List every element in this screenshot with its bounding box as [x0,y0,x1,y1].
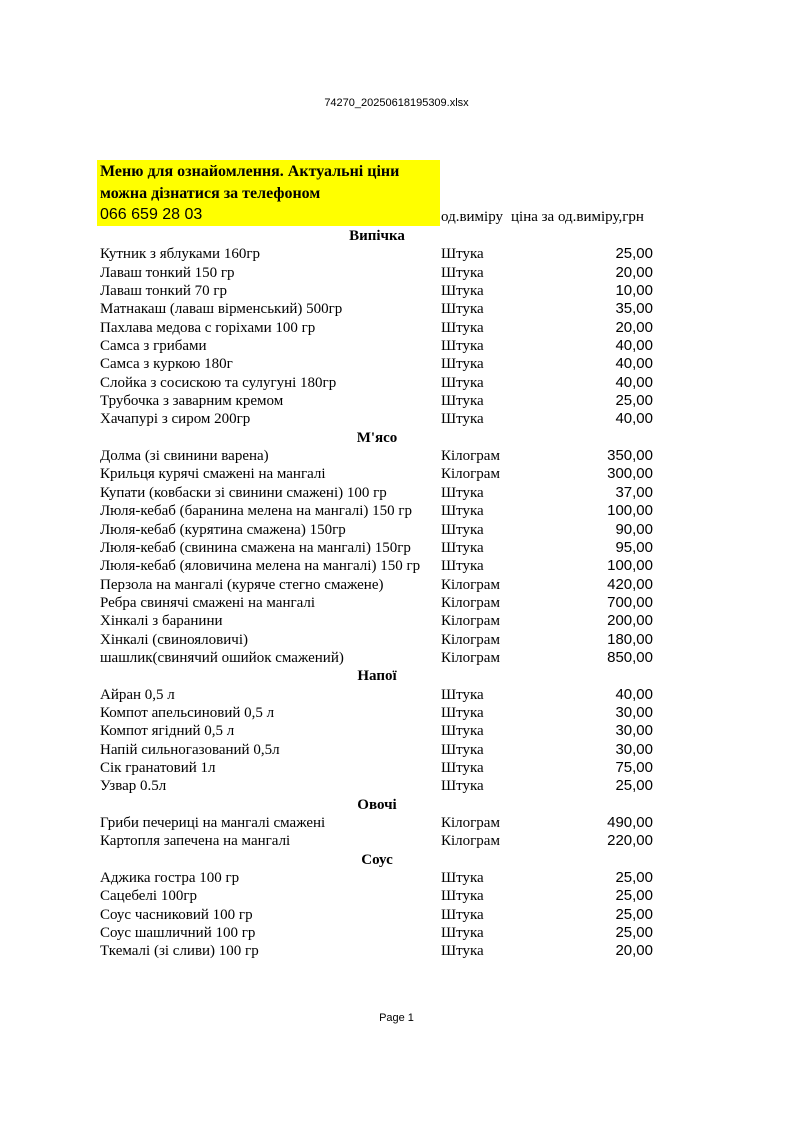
item-unit: Кілограм [441,631,500,648]
item-price: 490,00 [607,814,653,831]
item-name: Самса з грибами [100,338,207,355]
item-name: Айран 0,5 л [100,686,175,703]
item-unit: Штука [441,759,484,776]
item-unit: Штука [441,484,484,501]
menu-item-row [97,392,657,410]
item-unit: Штука [441,539,484,556]
menu-item-row [97,686,657,704]
category-heading: Напої [357,668,397,685]
item-unit: Штука [441,870,484,887]
item-price: 75,00 [615,758,653,776]
category-heading: Соус [361,851,393,868]
item-price: 30,00 [615,740,653,758]
page-number-footer: Page 1 [379,1012,414,1024]
item-name: Купати (ковбаски зі свинини смажені) 100 гр [100,484,387,501]
item-price: 30,00 [615,722,653,740]
item-price: 20,00 [615,318,653,336]
item-price: 30,00 [615,703,653,721]
item-price: 220,00 [607,832,653,850]
item-name: Гриби печериці на мангалі смажені [100,815,326,831]
item-name: Люля-кебаб (свинина смажена на мангалі) 150гр [100,539,411,556]
item-unit: Штука [441,393,484,410]
menu-item-row [97,282,657,300]
menu-item-row [97,741,657,759]
item-price: 420,00 [607,575,653,593]
item-unit: Кілограм [441,594,500,611]
item-unit: Штука [441,301,484,318]
item-price: 40,00 [615,355,653,373]
item-unit: Штука [441,521,484,538]
menu-item-row [97,704,657,722]
item-price: 25,00 [615,905,653,923]
item-unit: Штука [441,704,484,721]
file-name-header: 74270_20250618195309.xlsx [324,97,469,109]
item-price: 700,00 [607,593,653,611]
item-name: Ткемалі (зі сливи) 100 гр [100,943,259,960]
item-price: 180,00 [607,630,653,648]
menu-item-row [97,576,657,594]
item-name: Картопля запечена на мангалі [100,833,291,850]
item-name: Трубочка з заварним кремом [100,393,284,410]
item-name: Соус шашличний 100 гр [100,925,256,942]
item-unit: Штука [441,778,484,795]
title-highlight-block [97,160,440,226]
item-price: 25,00 [615,392,653,410]
item-price: 20,00 [615,263,653,281]
item-price: 40,00 [615,685,653,703]
item-unit: Кілограм [441,613,500,630]
item-price: 25,00 [615,245,653,263]
item-name: Люля-кебаб (яловичина мелена на мангалі) 150 гр [100,558,421,575]
item-price: 10,00 [615,282,653,300]
category-heading: Випічка [349,228,405,244]
item-unit: Штука [441,558,484,575]
item-price: 25,00 [615,777,653,795]
menu-item-row [97,521,657,539]
menu-item-row [97,832,657,850]
menu-item-row [97,465,657,483]
item-price: 37,00 [615,483,653,501]
item-unit: Штука [441,374,484,391]
item-unit: Штука [441,741,484,758]
item-name: Ребра свинячі смажені на мангалі [100,594,316,611]
item-price: 40,00 [615,410,653,428]
item-name: Соус часниковий 100 гр [100,906,253,923]
menu-item-row [97,777,657,795]
item-unit: Штука [441,319,484,336]
menu-table [97,227,657,961]
item-name: Самса з куркою 180г [100,356,233,373]
item-name: Напій сильногазований 0,5л [100,741,280,758]
menu-item-row [97,906,657,924]
item-price: 350,00 [607,447,653,465]
unit-column-header: од.виміру [441,209,504,225]
item-name: Хінкалі з баранини [100,613,223,630]
item-price: 20,00 [615,942,653,960]
menu-item-row [97,612,657,630]
menu-item-row [97,264,657,282]
category-heading: Овочі [357,796,397,813]
item-unit: Кілограм [441,466,500,483]
item-unit: Штука [441,888,484,905]
menu-item-row [97,337,657,355]
item-name: Матнакаш (лаваш вірменський) 500гр [100,301,343,318]
category-heading: М'ясо [356,429,398,446]
item-price: 95,00 [615,538,653,556]
item-unit: Штука [441,723,484,740]
menu-item-row [97,300,657,318]
menu-item-row [97,539,657,557]
item-price: 100,00 [607,502,653,520]
item-unit: Штука [441,503,484,520]
menu-item-row [97,355,657,373]
item-name: Слойка з сосискою та сулугуні 180гр [100,374,337,391]
menu-item-row [97,942,657,960]
item-price: 200,00 [607,612,653,630]
menu-item-row [97,814,657,832]
menu-item-row [97,319,657,337]
item-unit: Штука [441,264,484,281]
menu-item-row [97,594,657,612]
item-name: Сацебелі 100гр [100,888,197,905]
price-column-header: ціна за од.виміру,грн [511,209,644,225]
menu-item-row [97,484,657,502]
menu-item-row [97,759,657,777]
item-name: Хінкалі (свинояловичі) [100,631,248,648]
menu-item-row [97,447,657,465]
phone-number: 066 659 28 03 [100,206,203,223]
menu-item-row [97,410,657,428]
item-name: Люля-кебаб (баранина мелена на мангалі) 150 гр [100,503,413,520]
item-price: 40,00 [615,337,653,355]
item-price: 300,00 [607,465,653,483]
item-unit: Штука [441,411,484,428]
item-unit: Штука [441,356,484,373]
item-unit: Штука [441,283,484,300]
item-name: Лаваш тонкий 70 гр [100,283,228,300]
item-unit: Штука [441,246,484,263]
item-unit: Кілограм [441,448,500,465]
item-unit: Штука [441,943,484,960]
item-unit: Кілограм [441,649,500,666]
menu-item-row [97,887,657,905]
menu-item-row [97,631,657,649]
menu-item-row [97,502,657,520]
item-unit: Штука [441,338,484,355]
menu-item-row [97,869,657,887]
item-name: Долма (зі свинини варена) [100,448,269,465]
menu-title-line-2: можна дізнатися за телефоном [100,185,321,202]
item-unit: Штука [441,686,484,703]
menu-item-row [97,924,657,942]
item-unit: Штука [441,906,484,923]
item-price: 850,00 [607,648,653,666]
menu-item-row [97,374,657,392]
item-unit: Кілограм [441,576,500,593]
item-unit: Кілограм [441,815,500,831]
item-name: Кутник з яблуками 160гр [100,246,260,263]
item-name: Люля-кебаб (курятина смажена) 150гр [100,521,346,538]
item-price: 100,00 [607,557,653,575]
menu-item-row [97,722,657,740]
item-price: 25,00 [615,869,653,887]
item-price: 25,00 [615,924,653,942]
item-name: Компот апельсиновий 0,5 л [100,704,275,721]
item-name: Компот ягідний 0,5 л [100,723,235,740]
item-name: Аджика гостра 100 гр [100,870,240,887]
item-name: Узвар 0.5л [100,778,167,795]
item-price: 25,00 [615,887,653,905]
item-unit: Штука [441,925,484,942]
item-name: Перзола на мангалі (куряче стегно смажене) [100,576,384,593]
item-price: 90,00 [615,520,653,538]
menu-item-row [97,649,657,667]
item-name: Крильця курячі смажені на мангалі [100,466,326,483]
menu-title-line-1: Меню для ознайомлення. Актуальні ціни [100,163,400,180]
item-price: 40,00 [615,373,653,391]
menu-item-row [97,245,657,263]
item-name: Сік гранатовий 1л [100,759,216,776]
item-name: Пахлава медова с горіхами 100 гр [100,319,316,336]
item-price: 35,00 [615,300,653,318]
item-unit: Кілограм [441,833,500,850]
item-name: Хачапурі з сиром 200гр [100,411,251,428]
item-name: шашлик(свинячий ошийок смажений) [100,649,344,666]
item-name: Лаваш тонкий 150 гр [100,264,235,281]
menu-item-row [97,557,657,575]
